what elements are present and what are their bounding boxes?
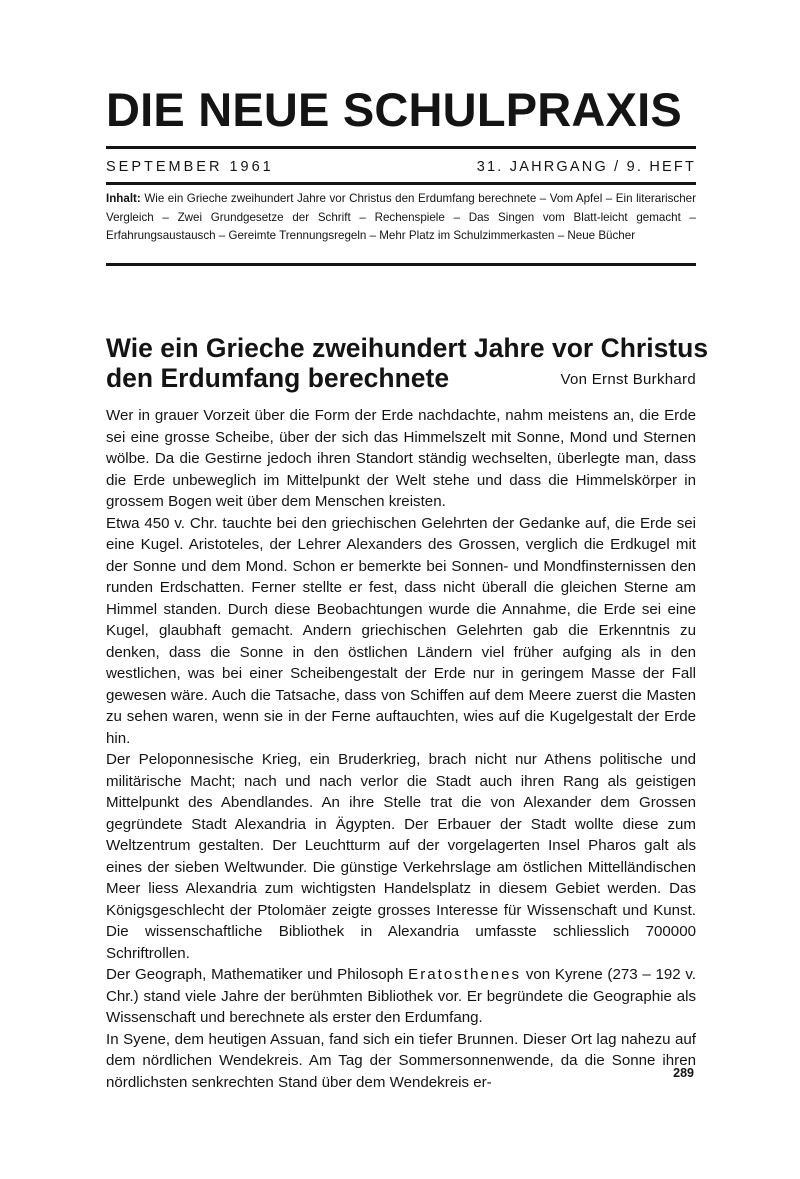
article-paragraph: Der Peloponnesische Krieg, ein Bruderkrieg, brach nicht nur Athens politische und militärische Macht; nach und nach verlor die Stadt auch ihren Rang als geistigen Mittelpunkt des Abendlandes. An ihre Stelle trat die von Alexander dem Grossen gegründete Stadt Alexandria in Ägypten. Der Erbauer der Stadt wollte diese zum Weltzentrum gestalten. Der Leuchtturm auf der vorgelagerten Insel Pharos galt als eines der sieben Weltwunder. Die günstige Verkehrslage am östlichen Mittelländischen Meer liess Alexandria zum wichtigsten Handelsplatz in diesem Gebiet werden. Das Königsgeschlecht der Ptolomäer zeigte grosses Interesse für Wissenschaft und Kunst. Die wissenschaftliche Bibliothek in Alexandria umfasste schliesslich 700000 Schriftrollen. bbox=[106, 751, 696, 962]
article-author: Von Ernst Burkhard bbox=[560, 371, 696, 388]
masthead-rule-top bbox=[106, 146, 696, 149]
article-title-line-2: den Erdumfang berechnete bbox=[106, 363, 450, 393]
page-number: 289 bbox=[673, 1066, 694, 1080]
toc-rule-bottom bbox=[106, 263, 696, 266]
article-paragraph: Etwa 450 v. Chr. tauchte bei den griechischen Gelehrten der Gedanke auf, die Erde sei eine Kugel. Aristoteles, der Lehrer Alexanders des Grossen, verglich die Erdkugel mit der Sonne und dem Mond. Schon er bemerkte bei Sonnen- und Mondfinsternissen den runden Erdschatten. Ferner stellte er fest, dass nicht überall die gleichen Sterne am Himmel standen. Durch diese Beobachtungen wurde die Annahme, die Erde sei eine Kugel, glaubhaft gemacht. Andern griechischen Gelehrten gab die Erkenntnis zu denken, dass die Sonne in den östlichen Ländern viel früher aufging als in den westlichen, was bei einer Scheibengestalt der Erde nur in geringem Masse der Fall gewesen wäre. Auch die Tatsache, dass von Schiffen auf dem Meere zuerst die Masten zu sehen waren, wenn sie in der Ferne auftauchten, wies auf die Kugelgestalt der Erde hin. bbox=[106, 514, 696, 747]
emphasized-name: Eratosthenes bbox=[408, 966, 522, 983]
article-title-line-1: Wie ein Grieche zweihundert Jahre vor Christus bbox=[106, 333, 709, 363]
article-body bbox=[106, 405, 696, 1093]
toc-text: Wie ein Grieche zweihundert Jahre vor Christus den Erdumfang berechnete – Vom Apfel – Ein literarischer Vergleich – Zwei Grundgesetze der Schrift – Rechenspiele – Das Singen vom Blatt-leicht gemacht – Erfahrungsaustausch – Gereimte Trennungsregeln – Mehr Platz im Schulzimmerkasten – Neue Bücher bbox=[106, 192, 696, 242]
article-paragraph bbox=[106, 964, 696, 1029]
toc-label: Inhalt: bbox=[106, 192, 141, 205]
masthead-rule-middle bbox=[106, 182, 696, 185]
paragraph-text: von Kyrene (273 – 192 v. Chr.) stand viele Jahre der berühmten Bibliothek vor. Er begründete die Geographie als Wissenschaft und berechnete als erster den Erdumfang. bbox=[106, 966, 696, 1026]
article-paragraph: Wer in grauer Vorzeit über die Form der Erde nachdachte, nahm meistens an, die Erde sei eine grosse Scheibe, über der sich das Himmelszelt mit Sonne, Mond und Sternen wölbe. Da die Gestirne jedoch ihren Standort ständig wechselten, überlegte man, dass die Erde unbeweglich im Mittelpunkt der Welt stehe und dass die Himmelskörper in grossem Bogen weit über dem Menschen kreisten. bbox=[106, 407, 696, 510]
article-header bbox=[106, 333, 709, 393]
issue-number: 31. JAHRGANG / 9. HEFT bbox=[476, 159, 696, 175]
issue-date: SEPTEMBER 1961 bbox=[106, 159, 274, 175]
article-paragraph: In Syene, dem heutigen Assuan, fand sich ein tiefer Brunnen. Dieser Ort lag nahezu auf dem nördlichen Wendekreis. Am Tag der Sommersonnenwende, da die Sonne ihren nördlichsten senkrechten Stand über dem Wendekreis er- bbox=[106, 1030, 696, 1091]
issue-info-row bbox=[106, 156, 696, 178]
magazine-title: DIE NEUE SCHULPRAXIS bbox=[106, 83, 682, 136]
table-of-contents bbox=[106, 190, 696, 246]
paragraph-text: Der Geograph, Mathematiker und Philosoph bbox=[106, 966, 409, 983]
